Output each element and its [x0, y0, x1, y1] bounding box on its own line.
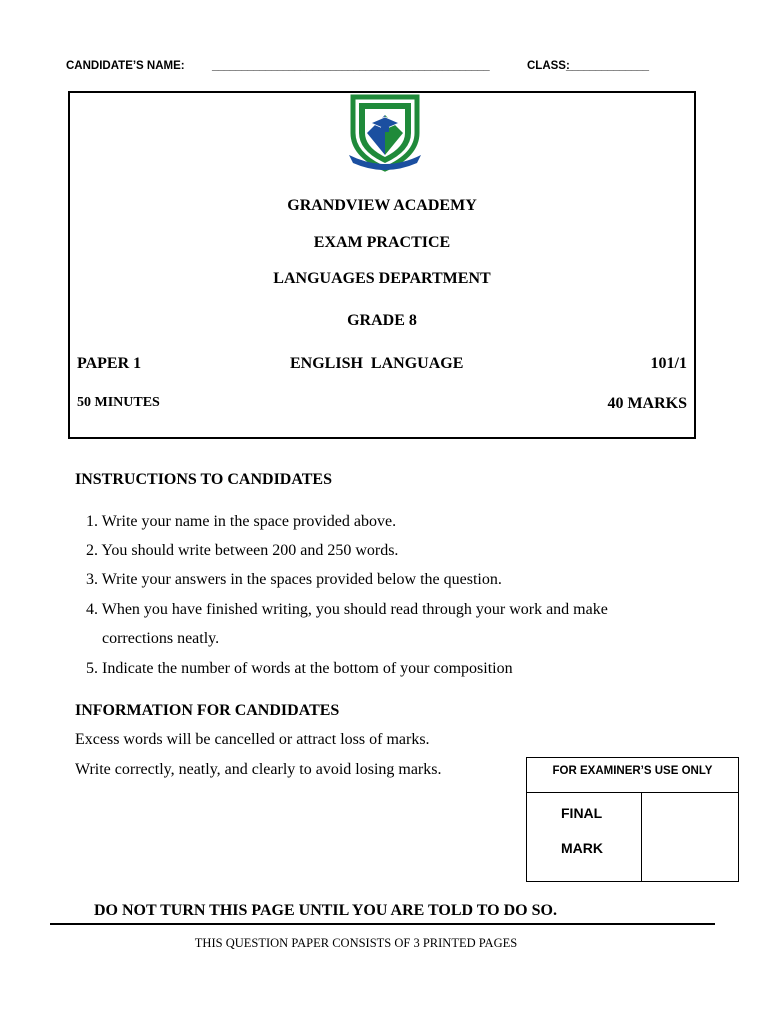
- instruction-item: 2. You should write between 200 and 250 words.: [86, 542, 399, 559]
- total-marks: 40 MARKS: [607, 395, 687, 412]
- duration: 50 MINUTES: [77, 395, 160, 410]
- warning-text: DO NOT TURN THIS PAGE UNTIL YOU ARE TOLD TO DO SO.: [94, 902, 557, 919]
- department-name: LANGUAGES DEPARTMENT: [273, 270, 491, 287]
- paper-code: 101/1: [650, 355, 687, 372]
- class-label: CLASS:: [527, 60, 570, 72]
- information-title: INFORMATION FOR CANDIDATES: [75, 702, 340, 719]
- instruction-item: 1. Write your name in the space provided above.: [86, 513, 397, 530]
- candidate-name-label: CANDIDATE’S NAME:: [66, 60, 185, 72]
- shield-logo-icon: [345, 93, 425, 173]
- grade-label: GRADE 8: [347, 312, 417, 329]
- mark-label: MARK: [561, 840, 603, 856]
- information-line: Excess words will be cancelled or attract loss of marks.: [75, 731, 430, 748]
- subject-name: ENGLISH LANGUAGE: [290, 355, 464, 372]
- instruction-item: 3. Write your answers in the spaces provided below the question.: [86, 571, 502, 588]
- footer-text: THIS QUESTION PAPER CONSISTS OF 3 PRINTED PAGES: [194, 936, 518, 950]
- instruction-item: 5. Indicate the number of words at the bottom of your composition: [86, 660, 513, 677]
- candidate-name-line[interactable]: _______________________________________________: [212, 60, 490, 72]
- school-name: GRANDVIEW ACADEMY: [287, 197, 477, 214]
- examiner-use-table: [526, 757, 739, 882]
- class-line[interactable]: ______________: [566, 60, 649, 72]
- information-line: Write correctly, neatly, and clearly to avoid losing marks.: [75, 761, 442, 778]
- instruction-item: 4. When you have finished writing, you should read through your work and make: [86, 601, 608, 618]
- exam-header-box: [68, 91, 696, 439]
- instruction-item-continued: corrections neatly.: [102, 630, 220, 647]
- school-logo: [345, 93, 425, 173]
- paper-number: PAPER 1: [77, 355, 142, 372]
- final-label: FINAL: [561, 805, 603, 821]
- exam-title: EXAM PRACTICE: [313, 234, 451, 251]
- instructions-title: INSTRUCTIONS TO CANDIDATES: [75, 471, 332, 488]
- footer-divider: [50, 923, 715, 925]
- candidate-row: [66, 60, 686, 78]
- examiner-table-heading: FOR EXAMINER’S USE ONLY: [527, 758, 738, 793]
- final-mark-cell[interactable]: [642, 794, 738, 881]
